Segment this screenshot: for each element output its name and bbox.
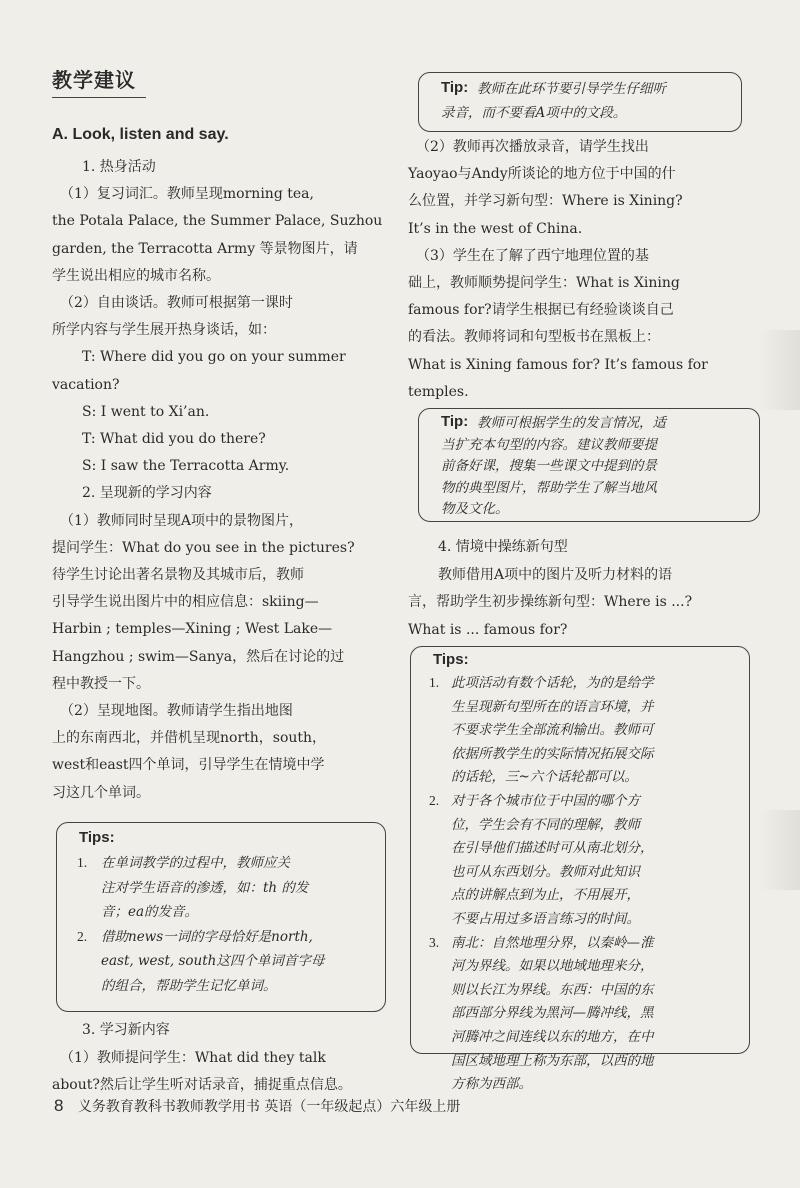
- tip-item-text: 依据所教学生的实际情况拓展交际: [451, 745, 654, 762]
- tip-item-text: 不要求学生全部流利输出。教师可: [451, 722, 654, 739]
- tip-label: Tip:: [441, 413, 469, 430]
- tip-item-number: 1.: [77, 855, 88, 870]
- tip-item-text: 借助news一词的字母恰好是north,: [101, 928, 313, 945]
- text-line: temples.: [408, 383, 469, 400]
- tips-label: Tips:: [79, 829, 115, 846]
- text-line: 程中教授一下。: [52, 675, 150, 692]
- tip-item-text: 生呈现新句型所在的语言环境，并: [451, 698, 654, 715]
- tip-item-text: 也可从东西划分。教师对此知识: [451, 863, 640, 880]
- tip-item-number: 2.: [77, 928, 88, 944]
- text-line: west和east四个单词，引导学生在情境中学: [52, 757, 325, 774]
- page-edge-shadow: [760, 330, 800, 410]
- text-line: What is ... famous for?: [408, 621, 568, 638]
- tip-item-text: 的组合，帮助学生记忆单词。: [101, 977, 277, 994]
- text-line: 4. 情境中操练新句型: [438, 539, 568, 555]
- text-line: S: I saw the Terracotta Army.: [82, 458, 290, 475]
- text-line: What is Xining famous for? It’s famous for: [408, 356, 708, 373]
- text-line: garden, the Terracotta Army 等景物图片，请: [52, 240, 358, 257]
- text-line: Yaoyao与Andy所谈论的地方位于中国的什: [408, 166, 676, 183]
- text-line: 引导学生说出图片中的相应信息：skiing—: [52, 594, 319, 611]
- tip-item-text: 点的讲解点到为止，不用展开，: [451, 887, 640, 904]
- tip-item-number: 2.: [429, 793, 440, 808]
- text-line: 2. 呈现新的学习内容: [82, 485, 212, 502]
- section-title: 教学建议: [52, 64, 146, 98]
- tip-text: 前备好课，搜集一些课文中提到的景: [441, 458, 657, 474]
- tip-text: 教师可根据学生的发言情况，适: [477, 415, 666, 431]
- tips-label-right: Tips:: [433, 651, 469, 668]
- tip-item-text: 注对学生语音的渗透，如：th 的发: [101, 879, 309, 896]
- tip-item-text: 部西部分界线为黑河—腾冲线，黑: [451, 1005, 654, 1022]
- text-line: 教师借用A项中的图片及听力材料的语: [438, 566, 673, 583]
- tip-text: 物的典型图片，帮助学生了解当地风: [441, 479, 657, 496]
- tip-text: 教师在此环节要引导学生仔细听: [477, 81, 666, 97]
- text-line: 所学内容与学生展开热身谈话，如：: [52, 322, 276, 339]
- tip-item-text: 音；ea的发音。: [101, 904, 199, 920]
- tip-item-text: 在单词教学的过程中，教师应关: [101, 855, 290, 871]
- text-line: famous for?请学生根据已有经验谈谈自己: [408, 302, 674, 319]
- tip-item-text: 的话轮，三~六个话轮都可以。: [451, 769, 638, 786]
- tip-item-text: 河腾冲之间连线以东的地方，在中: [451, 1029, 654, 1045]
- tip-label: Tip:: [441, 79, 469, 96]
- text-line: （2）自由谈话。教师可根据第一课时: [60, 295, 293, 311]
- footer-book-title: 义务教育教科书教师教学用书 英语（一年级起点）六年级上册: [77, 1099, 461, 1115]
- text-line: 础上，教师顺势提问学生：What is Xining: [408, 275, 680, 291]
- text-line: Hangzhou ; swim—Sanya，然后在讨论的过: [52, 648, 345, 665]
- text-line: 习这几个单词。: [52, 784, 150, 801]
- page-footer: [54, 1096, 460, 1116]
- tip-item-text: 对于各个城市位于中国的哪个方: [451, 793, 640, 809]
- right-tips-box: [410, 646, 750, 1093]
- tip-item-number: 1.: [429, 675, 440, 690]
- tip-text: 录音，而不要看A项中的文段。: [441, 105, 627, 121]
- text-line: （3）学生在了解了西宁地理位置的基: [416, 247, 649, 264]
- tip-item-text: 位，学生会有不同的理解，教师: [451, 816, 640, 833]
- text-line: 言，帮助学生初步操练新句型：Where is ...?: [408, 594, 693, 610]
- right-tip-box-2: [418, 408, 760, 522]
- text-line: 1. 热身活动: [82, 159, 156, 175]
- right-tip-box-1: [418, 72, 742, 132]
- section-a-heading: A. Look, listen and say.: [52, 126, 229, 143]
- tip-item-text: east, west, south这四个单词首字母: [101, 953, 325, 969]
- tip-item-text: 方称为西部。: [451, 1076, 532, 1093]
- text-line: Harbin ; temples—Xining ; West Lake—: [52, 621, 333, 638]
- text-line: （2）教师再次播放录音，请学生找出: [416, 139, 649, 155]
- text-line: 3. 学习新内容: [82, 1022, 170, 1038]
- tip-text: 物及文化。: [441, 501, 509, 517]
- text-line: T: Where did you go on your summer: [82, 349, 346, 366]
- text-line: 么位置，并学习新句型：Where is Xining?: [408, 193, 683, 210]
- text-line: S: I went to Xi’an.: [82, 403, 210, 420]
- text-line: （2）呈现地图。教师请学生指出地图: [60, 703, 293, 719]
- text-line: the Potala Palace, the Summer Palace, Suzhou: [52, 213, 383, 230]
- page-edge-shadow: [760, 810, 800, 890]
- tip-item-text: 在引导他们描述时可从南北划分，: [451, 840, 654, 857]
- text-line: （1）教师提问学生：What did they talk: [60, 1049, 326, 1066]
- text-line: 上的东南西北，并借机呈现north，south，: [52, 730, 327, 747]
- text-line: T: What did you do there?: [82, 431, 266, 447]
- tip-item-text: 则以长江为界线。东西：中国的东: [451, 981, 654, 998]
- text-line: （1）复习词汇。教师呈现morning tea,: [60, 186, 314, 203]
- text-line: 的看法。教师将词和句型板书在黑板上：: [408, 329, 660, 346]
- text-line: 提问学生：What do you see in the pictures?: [52, 539, 355, 556]
- text-line: （1）教师同时呈现A项中的景物图片，: [60, 512, 304, 529]
- text-line: about?然后让学生听对话录音，捕捉重点信息。: [52, 1077, 352, 1093]
- text-line: vacation?: [52, 376, 120, 393]
- left-tips-box: [56, 822, 386, 1012]
- tip-item-text: 不要占用过多语言练习的时间。: [451, 911, 640, 927]
- tip-item-number: 3.: [429, 934, 440, 950]
- tip-text: 当扩充本句型的内容。建议教师要提: [441, 436, 657, 453]
- text-line: 学生说出相应的城市名称。: [52, 267, 220, 284]
- text-line: It’s in the west of China.: [408, 220, 583, 237]
- tip-item-text: 此项活动有数个话轮，为的是给学: [451, 675, 654, 691]
- text-line: 待学生讨论出著名景物及其城市后，教师: [52, 567, 304, 583]
- tip-item-text: 南北：自然地理分界，以秦岭—淮: [451, 934, 654, 951]
- tip-item-text: 河为界线。如果以地域地理来分，: [451, 958, 654, 975]
- tip-item-text: 国区域地理上称为东部，以西的地: [451, 1052, 654, 1069]
- page-number: 8: [54, 1096, 64, 1115]
